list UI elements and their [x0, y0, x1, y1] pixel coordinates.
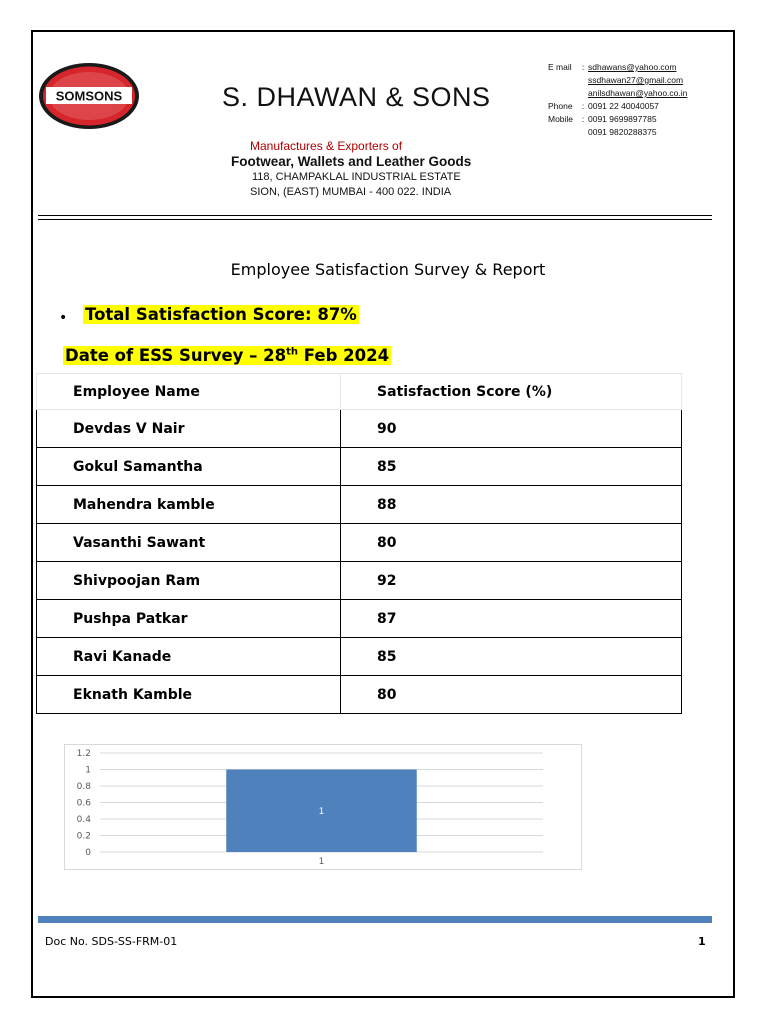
table-row	[37, 638, 682, 676]
table-row	[37, 486, 682, 524]
x-tick-label: 1	[318, 857, 325, 867]
y-tick-label: 0.2	[76, 831, 91, 842]
employee-name: Ravi Kanade	[37, 638, 341, 676]
total-score: Total Satisfaction Score: 87%	[85, 305, 357, 324]
y-tick-label: 0.6	[76, 798, 91, 809]
employee-score: 92	[341, 562, 682, 600]
survey-date-suffix: Feb 2024	[298, 346, 390, 365]
company-products: Footwear, Wallets and Leather Goods	[231, 154, 472, 169]
y-tick-label: 0.8	[76, 782, 91, 792]
survey-date-prefix: Date of ESS Survey – 28	[65, 346, 287, 365]
table-header-row	[37, 374, 682, 410]
y-tick-label: 1	[85, 765, 91, 776]
y-tick-label: 0.4	[76, 815, 91, 825]
somsons-logo	[38, 62, 140, 130]
phone-number: 0091 22 40040057	[588, 101, 659, 111]
email-link-2[interactable]: ssdhawan27@gmail.com	[588, 75, 684, 85]
employee-name: Vasanthi Sawant	[37, 524, 341, 562]
email-label: E mail	[548, 62, 572, 72]
page-number: 1	[698, 935, 706, 948]
header-divider-top	[38, 215, 712, 216]
y-tick-label: 1.2	[76, 749, 91, 759]
employee-name: Shivpoojan Ram	[37, 562, 341, 600]
satisfaction-table	[36, 373, 682, 714]
employee-name: Pushpa Patkar	[37, 600, 341, 638]
header-divider-bottom	[38, 219, 712, 220]
report-title: Employee Satisfaction Survey & Report	[230, 260, 546, 279]
email-link-1[interactable]: sdhawans@yahoo.com	[588, 62, 677, 72]
mobile-label: Mobile	[548, 114, 574, 124]
column-header-score: Satisfaction Score (%)	[341, 374, 682, 410]
mobile-number-1: 0091 9699897785	[588, 114, 657, 124]
table-row	[37, 676, 682, 714]
employee-name: Eknath Kamble	[37, 676, 341, 714]
employee-name: Gokul Samantha	[37, 448, 341, 486]
separator: :	[581, 62, 585, 72]
table-row	[37, 562, 682, 600]
table-row	[37, 600, 682, 638]
table-row	[37, 410, 682, 448]
separator: :	[581, 114, 585, 124]
address-line-2: SION, (EAST) MUMBAI - 400 022. INDIA	[250, 186, 452, 198]
employee-score: 80	[341, 676, 682, 714]
table-row	[37, 524, 682, 562]
contact-block	[548, 61, 687, 139]
data-label: 1	[318, 806, 325, 817]
employee-score: 87	[341, 600, 682, 638]
employee-name: Devdas V Nair	[37, 410, 341, 448]
company-tagline: Manufactures & Exporters of	[250, 139, 403, 153]
bullet-icon: •	[59, 310, 68, 326]
footer-bar	[38, 916, 712, 923]
survey-date-ordinal: th	[286, 346, 299, 358]
phone-label: Phone	[548, 101, 573, 111]
document-number: Doc No. SDS-SS-FRM-01	[45, 935, 178, 948]
employee-score: 90	[341, 410, 682, 448]
survey-date	[63, 346, 391, 365]
employee-name: Mahendra kamble	[37, 486, 341, 524]
employee-score: 85	[341, 448, 682, 486]
employee-score: 80	[341, 524, 682, 562]
table-row	[37, 448, 682, 486]
mobile-number-2: 0091 9820288375	[588, 127, 657, 137]
column-header-name: Employee Name	[37, 374, 341, 410]
separator: :	[581, 101, 585, 111]
employee-score: 85	[341, 638, 682, 676]
bar-chart	[65, 745, 581, 869]
logo-text: SOMSONS	[55, 88, 123, 104]
address-line-1: 118, CHAMPAKLAL INDUSTRIAL ESTATE	[252, 171, 461, 183]
y-tick-label: 0	[85, 848, 91, 858]
company-name: S. DHAWAN & SONS	[222, 82, 491, 112]
email-link-3[interactable]: anilsdhawan@yahoo.co.in	[588, 88, 688, 98]
employee-score: 88	[341, 486, 682, 524]
chart-container	[64, 744, 582, 870]
